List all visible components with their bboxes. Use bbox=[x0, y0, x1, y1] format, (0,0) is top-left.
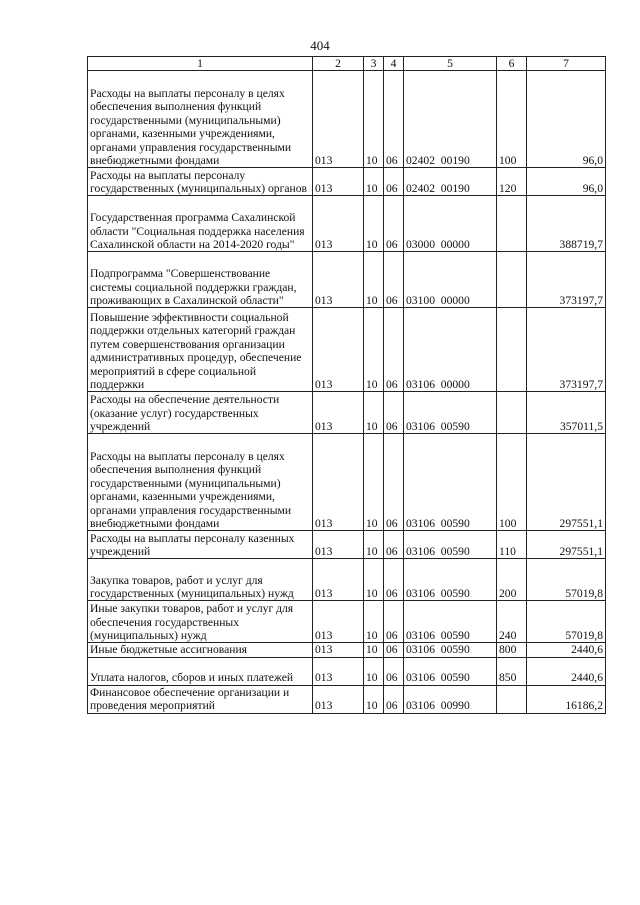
table-row bbox=[88, 71, 606, 168]
row-subsection-code: 06 bbox=[384, 308, 404, 392]
row-section-code: 10 bbox=[364, 71, 384, 168]
row-name: Финансовое обеспечение организации и проведения мероприятий bbox=[88, 685, 313, 713]
row-target-article: 03106 00590 bbox=[404, 559, 497, 601]
row-name: Расходы на выплаты персоналу государственных (муниципальных) органов bbox=[88, 168, 313, 196]
column-header-7: 7 bbox=[527, 57, 606, 71]
row-amount: 373197,7 bbox=[527, 252, 606, 308]
table-row bbox=[88, 168, 606, 196]
row-expense-type bbox=[497, 196, 527, 252]
row-expense-type bbox=[497, 308, 527, 392]
row-grbs-code: 013 bbox=[313, 559, 364, 601]
row-subsection-code: 06 bbox=[384, 559, 404, 601]
row-target-article: 03106 00590 bbox=[404, 601, 497, 643]
row-amount: 388719,7 bbox=[527, 196, 606, 252]
table-row bbox=[88, 601, 606, 643]
row-amount: 57019,8 bbox=[527, 601, 606, 643]
row-target-article: 03106 00590 bbox=[404, 531, 497, 559]
row-amount: 297551,1 bbox=[527, 531, 606, 559]
row-name: Иные бюджетные ассигнования bbox=[88, 643, 313, 657]
row-name: Иные закупки товаров, работ и услуг для обеспечения государственных (муниципальных) нужд bbox=[88, 601, 313, 643]
row-grbs-code: 013 bbox=[313, 657, 364, 685]
row-target-article: 02402 00190 bbox=[404, 168, 497, 196]
page-number: 404 bbox=[310, 38, 330, 53]
row-name: Государственная программа Сахалинской области "Социальная поддержка населения Сахалинской области на 2014-2020 годы" bbox=[88, 196, 313, 252]
table-row bbox=[88, 252, 606, 308]
row-target-article: 03106 00590 bbox=[404, 392, 497, 434]
table-row bbox=[88, 685, 606, 713]
row-target-article: 03106 00590 bbox=[404, 434, 497, 531]
row-grbs-code: 013 bbox=[313, 308, 364, 392]
row-amount: 57019,8 bbox=[527, 559, 606, 601]
row-subsection-code: 06 bbox=[384, 196, 404, 252]
row-amount: 2440,6 bbox=[527, 657, 606, 685]
row-section-code: 10 bbox=[364, 601, 384, 643]
row-target-article: 03106 00990 bbox=[404, 685, 497, 713]
row-subsection-code: 06 bbox=[384, 685, 404, 713]
row-grbs-code: 013 bbox=[313, 252, 364, 308]
row-expense-type: 100 bbox=[497, 71, 527, 168]
row-expense-type: 120 bbox=[497, 168, 527, 196]
column-header-1: 1 bbox=[88, 57, 313, 71]
row-section-code: 10 bbox=[364, 531, 384, 559]
row-expense-type: 100 bbox=[497, 434, 527, 531]
row-name: Расходы на обеспечение деятельности (оказание услуг) государственных учреждений bbox=[88, 392, 313, 434]
row-section-code: 10 bbox=[364, 657, 384, 685]
row-amount: 2440,6 bbox=[527, 643, 606, 657]
table-body bbox=[88, 71, 606, 713]
row-grbs-code: 013 bbox=[313, 392, 364, 434]
row-target-article: 03100 00000 bbox=[404, 252, 497, 308]
row-section-code: 10 bbox=[364, 168, 384, 196]
row-subsection-code: 06 bbox=[384, 392, 404, 434]
table-row bbox=[88, 559, 606, 601]
row-amount: 96,0 bbox=[527, 71, 606, 168]
table-row bbox=[88, 657, 606, 685]
row-expense-type: 240 bbox=[497, 601, 527, 643]
row-section-code: 10 bbox=[364, 434, 384, 531]
row-subsection-code: 06 bbox=[384, 168, 404, 196]
row-grbs-code: 013 bbox=[313, 601, 364, 643]
row-amount: 357011,5 bbox=[527, 392, 606, 434]
row-grbs-code: 013 bbox=[313, 168, 364, 196]
row-section-code: 10 bbox=[364, 643, 384, 657]
row-name: Подпрограмма "Совершенствование системы социальной поддержки граждан, проживающих в Сахалинской области" bbox=[88, 252, 313, 308]
row-subsection-code: 06 bbox=[384, 643, 404, 657]
row-amount: 297551,1 bbox=[527, 434, 606, 531]
row-amount: 96,0 bbox=[527, 168, 606, 196]
row-target-article: 03106 00590 bbox=[404, 643, 497, 657]
row-name: Уплата налогов, сборов и иных платежей bbox=[88, 657, 313, 685]
row-subsection-code: 06 bbox=[384, 657, 404, 685]
column-header-5: 5 bbox=[404, 57, 497, 71]
row-grbs-code: 013 bbox=[313, 531, 364, 559]
row-section-code: 10 bbox=[364, 308, 384, 392]
row-subsection-code: 06 bbox=[384, 531, 404, 559]
table-row bbox=[88, 308, 606, 392]
row-target-article: 03106 00590 bbox=[404, 657, 497, 685]
row-expense-type: 800 bbox=[497, 643, 527, 657]
header-row bbox=[88, 57, 606, 71]
row-subsection-code: 06 bbox=[384, 601, 404, 643]
row-subsection-code: 06 bbox=[384, 252, 404, 308]
row-grbs-code: 013 bbox=[313, 685, 364, 713]
row-name: Повышение эффективности социальной поддержки отдельных категорий граждан путем совершенствования организации административных процедур, обеспечение мероприятий в сфере социальной поддержки bbox=[88, 308, 313, 392]
row-target-article: 02402 00190 bbox=[404, 71, 497, 168]
column-header-2: 2 bbox=[313, 57, 364, 71]
row-amount: 16186,2 bbox=[527, 685, 606, 713]
row-expense-type bbox=[497, 252, 527, 308]
row-expense-type: 110 bbox=[497, 531, 527, 559]
row-name: Расходы на выплаты персоналу в целях обеспечения выполнения функций государственными (муниципальными) органами, казенными учреждениями, органами управления государственными внебюджетными фондами bbox=[88, 434, 313, 531]
row-section-code: 10 bbox=[364, 685, 384, 713]
table-row bbox=[88, 196, 606, 252]
table-row bbox=[88, 643, 606, 657]
row-grbs-code: 013 bbox=[313, 196, 364, 252]
row-section-code: 10 bbox=[364, 559, 384, 601]
row-name: Расходы на выплаты персоналу в целях обеспечения выполнения функций государственными (муниципальными) органами, казенными учреждениями, органами управления государственными внебюджетными фондами bbox=[88, 71, 313, 168]
row-expense-type: 200 bbox=[497, 559, 527, 601]
row-grbs-code: 013 bbox=[313, 434, 364, 531]
column-header-3: 3 bbox=[364, 57, 384, 71]
row-section-code: 10 bbox=[364, 252, 384, 308]
row-grbs-code: 013 bbox=[313, 643, 364, 657]
row-section-code: 10 bbox=[364, 392, 384, 434]
row-target-article: 03000 00000 bbox=[404, 196, 497, 252]
row-name: Расходы на выплаты персоналу казенных учреждений bbox=[88, 531, 313, 559]
row-expense-type: 850 bbox=[497, 657, 527, 685]
row-name: Закупка товаров, работ и услуг для государственных (муниципальных) нужд bbox=[88, 559, 313, 601]
row-grbs-code: 013 bbox=[313, 71, 364, 168]
row-subsection-code: 06 bbox=[384, 434, 404, 531]
budget-table bbox=[87, 56, 606, 714]
row-amount: 373197,7 bbox=[527, 308, 606, 392]
table-row bbox=[88, 392, 606, 434]
table-row bbox=[88, 434, 606, 531]
row-section-code: 10 bbox=[364, 196, 384, 252]
column-header-4: 4 bbox=[384, 57, 404, 71]
table-row bbox=[88, 531, 606, 559]
row-expense-type bbox=[497, 392, 527, 434]
row-subsection-code: 06 bbox=[384, 71, 404, 168]
row-target-article: 03106 00000 bbox=[404, 308, 497, 392]
column-header-6: 6 bbox=[497, 57, 527, 71]
row-expense-type bbox=[497, 685, 527, 713]
